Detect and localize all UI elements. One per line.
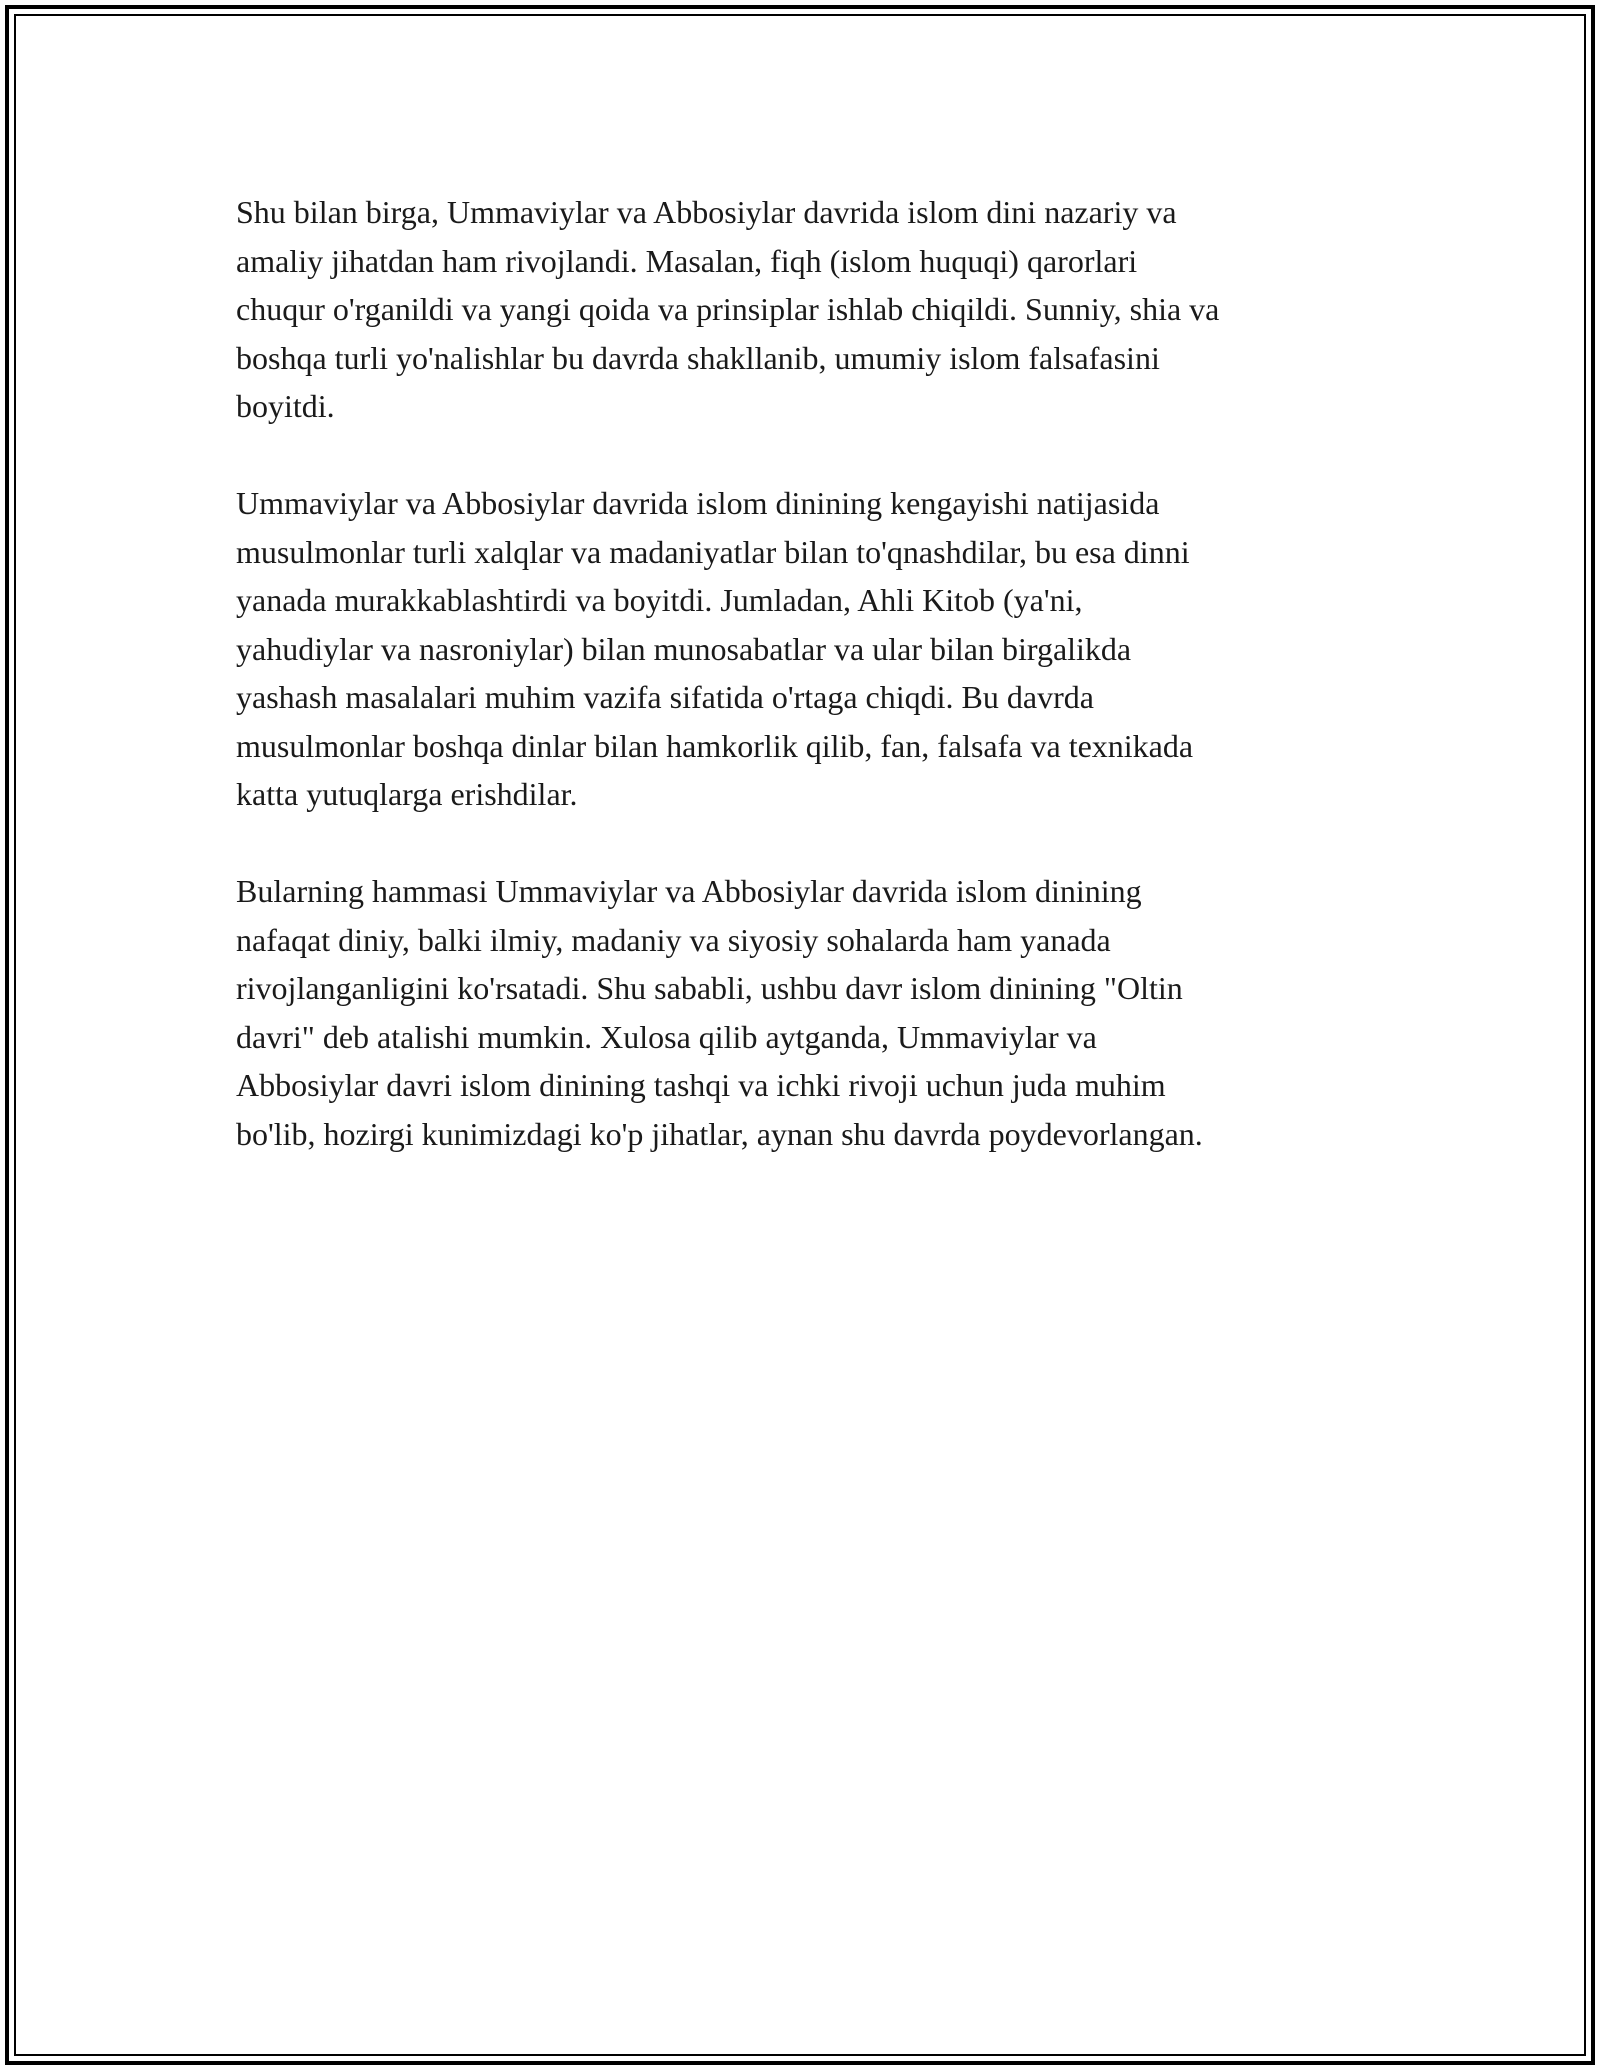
- text-line: musulmonlar turli xalqlar va madaniyatlar bilan to'qnashdilar, bu esa dinni: [236, 533, 1190, 570]
- text-line: bo'lib, hozirgi kunimizdagi ko'p jihatlar, aynan shu davrda poydevorlangan.: [236, 1115, 1203, 1152]
- text-line: boshqa turli yo'nalishlar bu davrda shakllanib, umumiy islom falsafasini: [236, 339, 1160, 376]
- document-body: [236, 188, 1386, 1158]
- paragraph-3: [236, 867, 1386, 1158]
- text-line: Shu bilan birga, Ummaviylar va Abbosiylar davrida islom dini nazariy va: [236, 194, 1177, 230]
- text-line: katta yutuqlarga erishdilar.: [236, 776, 578, 812]
- text-line: Bularning hammasi Ummaviylar va Abbosiylar davrida islom dinining: [236, 873, 1142, 909]
- text-line: davri" deb atalishi mumkin. Xulosa qilib aytganda, Ummaviylar va: [236, 1018, 1097, 1055]
- text-line: yashash masalalari muhim vazifa sifatida o'rtaga chiqdi. Bu davrda: [236, 679, 1094, 715]
- text-line: musulmonlar boshqa dinlar bilan hamkorlik qilib, fan, falsafa va texnikada: [236, 727, 1194, 764]
- text-line: yahudiylar va nasroniylar) bilan munosabatlar va ular bilan birgalikda: [236, 630, 1132, 667]
- text-line: Abbosiylar davri islom dinining tashqi va ichki rivoji uchun juda muhim: [236, 1067, 1166, 1103]
- text-line: chuqur o'rganildi va yangi qoida va prinsiplar ishlab chiqildi. Sunniy, shia va: [236, 291, 1220, 327]
- text-line: rivojlanganligini ko'rsatadi. Shu sababli, ushbu davr islom dinining "Oltin: [236, 970, 1183, 1006]
- paragraph-2: [236, 479, 1386, 819]
- text-line: boyitdi.: [236, 388, 335, 424]
- text-line: Ummaviylar va Abbosiylar davrida islom dinining kengayishi natijasida: [236, 485, 1160, 521]
- text-line: yanada murakkablashtirdi va boyitdi. Jumladan, Ahli Kitob (ya'ni,: [236, 582, 1083, 618]
- text-line: nafaqat diniy, balki ilmiy, madaniy va siyosiy sohalarda ham yanada: [236, 921, 1111, 958]
- paragraph-1: [236, 188, 1386, 431]
- text-line: amaliy jihatdan ham rivojlandi. Masalan, fiqh (islom huquqi) qarorlari: [236, 242, 1138, 279]
